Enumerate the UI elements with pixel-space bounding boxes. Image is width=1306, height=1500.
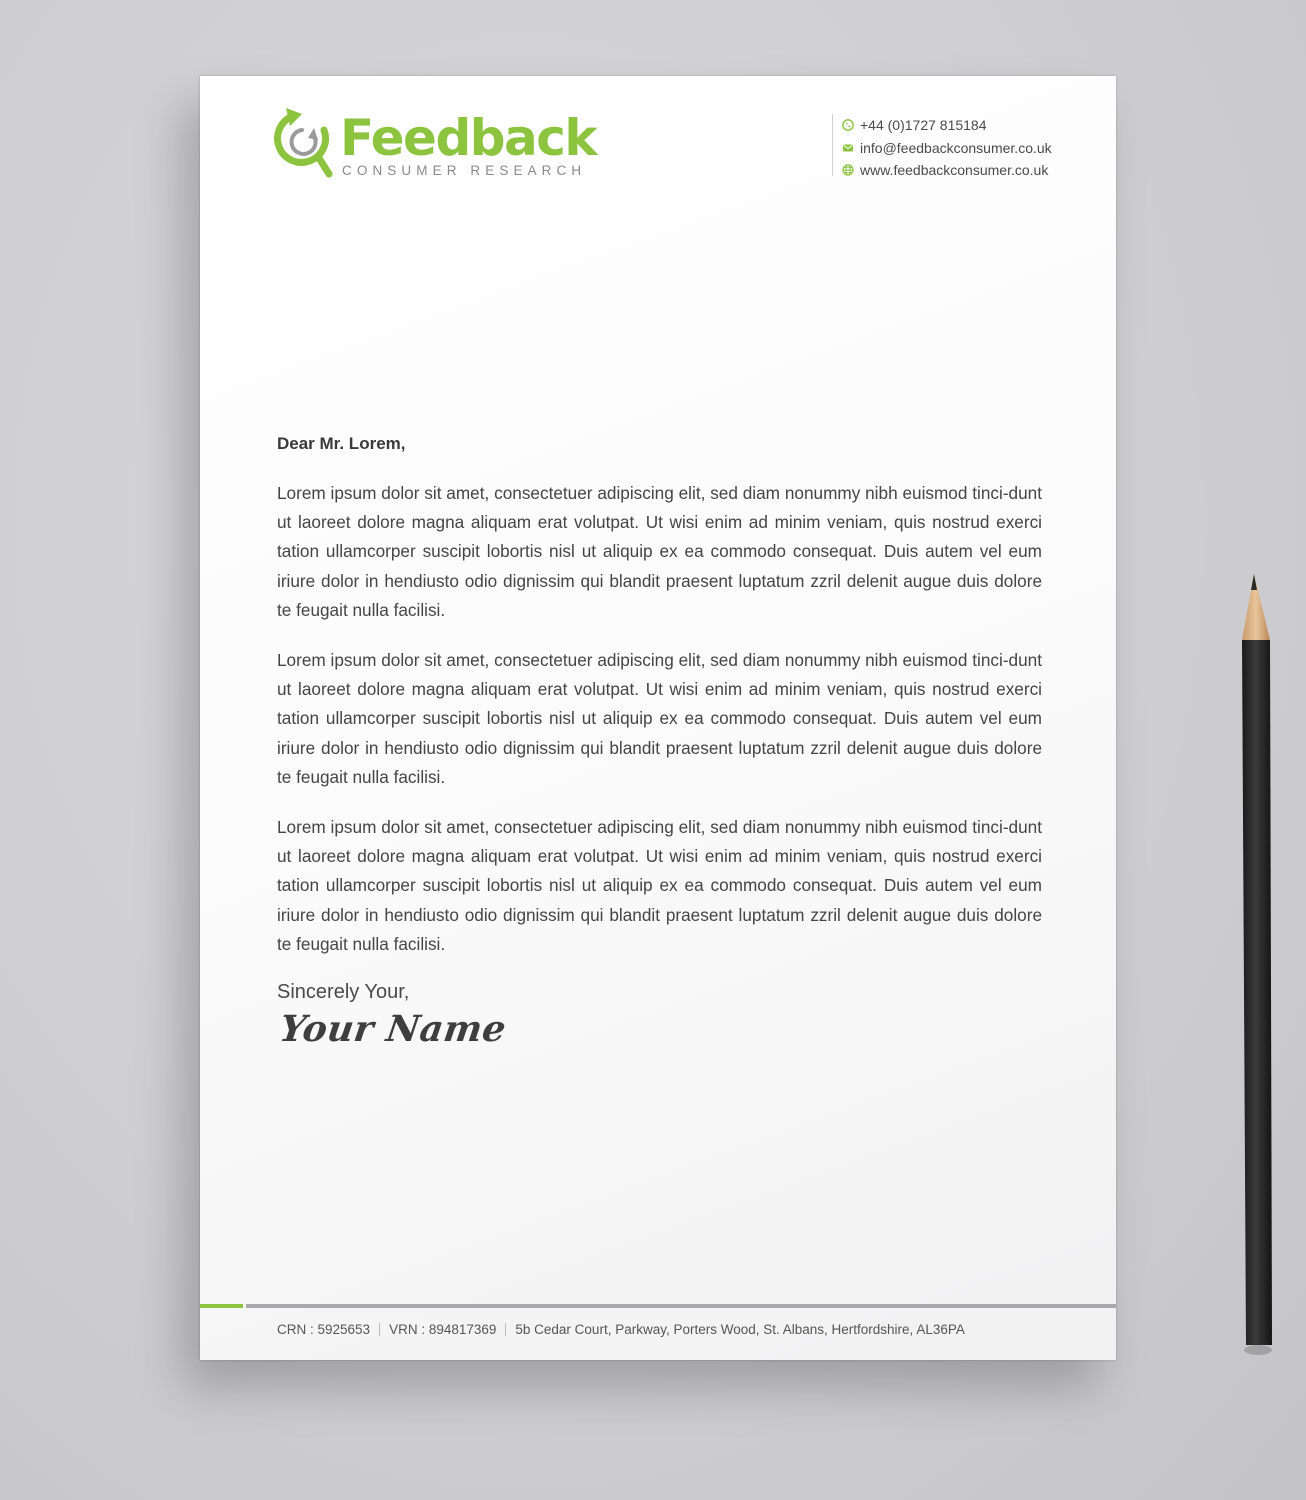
pencil-image bbox=[1232, 570, 1280, 1360]
signature: Your Name bbox=[277, 1008, 509, 1051]
footer-crn: CRN : 5925653 bbox=[277, 1322, 371, 1337]
contact-website bbox=[842, 159, 1052, 182]
footer-divider-bar bbox=[246, 1304, 1116, 1308]
letter-body bbox=[277, 434, 1042, 1050]
letter-paragraph-2: Lorem ipsum dolor sit amet, consectetuer adipiscing elit, sed diam nonummy nibh euismod tinci-dunt ut laoreet dolore magna aliquam erat volutpat. Ut wisi enim ad minim veniam, quis nostrud exerci tation ullamcorper suscipit lobortis nisl ut aliquip ex ea commodo consequat. Duis autem vel eum iriure dolor in hendiusto odio dignissim qui blandit praesent luptatum zzril delenit augue duis dolore te feugait nulla facilisi. bbox=[277, 650, 1042, 787]
footer-vrn: VRN : 894817369 bbox=[389, 1322, 497, 1337]
mail-icon bbox=[842, 142, 854, 154]
letter-closing: Sincerely Your, bbox=[277, 981, 410, 1004]
brand-name: Feedback bbox=[340, 109, 597, 167]
contact-phone bbox=[842, 114, 1052, 137]
footer-info bbox=[277, 1322, 965, 1337]
letter-paragraph-3: Lorem ipsum dolor sit amet, consectetuer adipiscing elit, sed diam nonummy nibh euismod tinci-dunt ut laoreet dolore magna aliquam erat volutpat. Ut wisi enim ad minim veniam, quis nostrud exerci tation ullamcorper suscipit lobortis nisl ut aliquip ex ea commodo consequat. Duis autem vel eum iriure dolor in hendiusto odio dignissim qui blandit praesent luptatum zzril delenit augue duis dolore te feugait nulla facilisi. bbox=[277, 817, 1042, 954]
phone-number[interactable]: +44 (0)1727 815184 bbox=[860, 117, 987, 134]
footer-separator bbox=[505, 1323, 506, 1336]
website-link[interactable]: www.feedbackconsumer.co.uk bbox=[860, 162, 1049, 179]
phone-icon bbox=[842, 119, 854, 131]
magnifier-refresh-logo-icon bbox=[274, 106, 338, 182]
globe-icon bbox=[842, 164, 854, 176]
letter-paragraph-1: Lorem ipsum dolor sit amet, consectetuer adipiscing elit, sed diam nonummy nibh euismod tinci-dunt ut laoreet dolore magna aliquam erat volutpat. Ut wisi enim ad minim veniam, quis nostrud exerci tation ullamcorper suscipit lobortis nisl ut aliquip ex ea commodo consequat. Duis autem vel eum iriure dolor in hendiusto odio dignissim qui blandit praesent luptatum zzril delenit augue duis dolore te feugait nulla facilisi. bbox=[277, 483, 1042, 620]
email-link[interactable]: info@feedbackconsumer.co.uk bbox=[860, 139, 1052, 156]
footer-accent-bar bbox=[200, 1304, 243, 1308]
company-logo bbox=[274, 106, 597, 186]
letter-greeting: Dear Mr. Lorem, bbox=[277, 434, 406, 453]
contact-block bbox=[832, 114, 1052, 179]
footer-address: 5b Cedar Court, Parkway, Porters Wood, St. Albans, Hertfordshire, AL36PA bbox=[515, 1322, 965, 1337]
brand-tagline: CONSUMER RESEARCH bbox=[342, 163, 587, 178]
letterhead-page bbox=[200, 76, 1116, 1360]
contact-email bbox=[842, 137, 1052, 160]
footer-separator bbox=[379, 1323, 380, 1336]
